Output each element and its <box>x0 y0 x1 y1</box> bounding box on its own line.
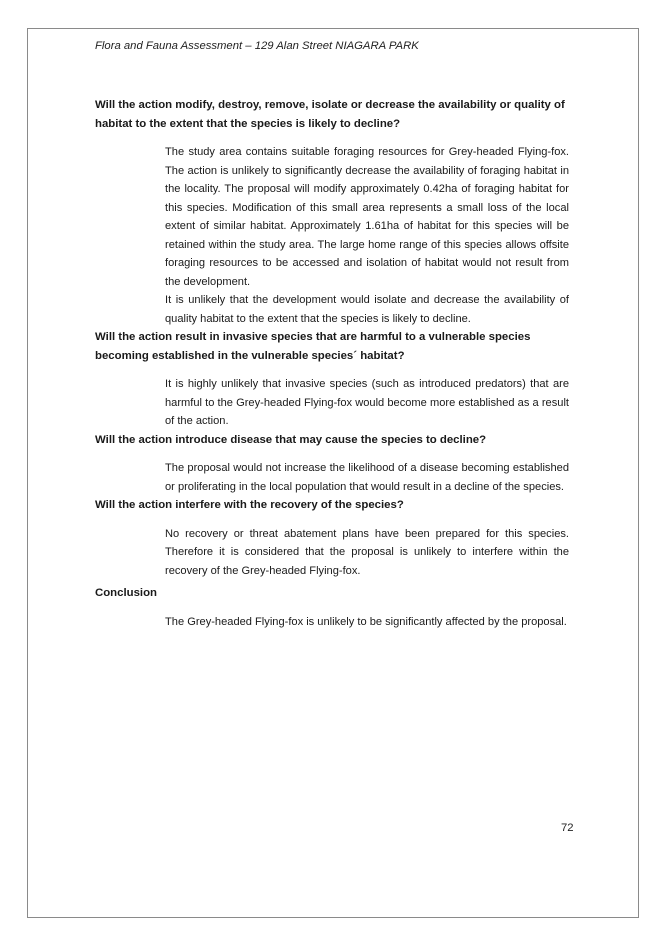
running-header: Flora and Fauna Assessment – 129 Alan Street NIAGARA PARK <box>95 40 419 52</box>
document-body <box>95 96 569 631</box>
question-disease: Will the action introduce disease that may cause the species to decline? <box>95 433 487 446</box>
paragraph: The proposal would not increase the likelihood of a disease becoming established or proliferating in the local population that would result in a decline of the species. <box>165 462 569 493</box>
paragraph: It is highly unlikely that invasive species (such as introduced predators) that are harmful to the Grey-headed Flying-fox would become more established as a result of the action. <box>165 378 569 427</box>
answer-habitat-modification <box>165 143 569 328</box>
answer-disease <box>165 459 569 496</box>
question-invasive-species: Will the action result in invasive species that are harmful to a vulnerable species becoming established in the vulnerable species´ habitat? <box>95 331 531 362</box>
question-recovery: Will the action interfere with the recovery of the species? <box>95 499 404 511</box>
answer-recovery <box>165 525 569 581</box>
page-number: 72 <box>561 822 574 834</box>
conclusion-heading: Conclusion <box>95 587 158 599</box>
paragraph: It is unlikely that the development would isolate and decrease the availability of quality habitat to the extent that the species is likely to decline. <box>165 294 569 325</box>
paragraph: The study area contains suitable foraging resources for Grey-headed Flying-fox. The action is unlikely to significantly decrease the availability of foraging habitat in the locality. The proposal will modify approximately 0.42ha of foraging habitat for this species. Modification of this small area represents a small loss of the local extent of similar habitat. Approximately 1.61ha of habitat for this species will be retained within the study area. The large home range of this species allows offsite foraging resources to be accessed and isolation of habitat would not result from the development. <box>165 146 569 288</box>
conclusion-text <box>165 613 569 632</box>
question-habitat-modification: Will the action modify, destroy, remove, isolate or decrease the availability or quality of habitat to the extent that the species is likely to decline? <box>95 99 565 130</box>
paragraph: The Grey-headed Flying-fox is unlikely to be significantly affected by the proposal. <box>165 615 567 628</box>
paragraph: No recovery or threat abatement plans have been prepared for this species. Therefore it is considered that the proposal is unlikely to interfere within the recovery of the Grey-headed Flying-fox. <box>165 527 569 577</box>
answer-invasive-species <box>165 375 569 431</box>
